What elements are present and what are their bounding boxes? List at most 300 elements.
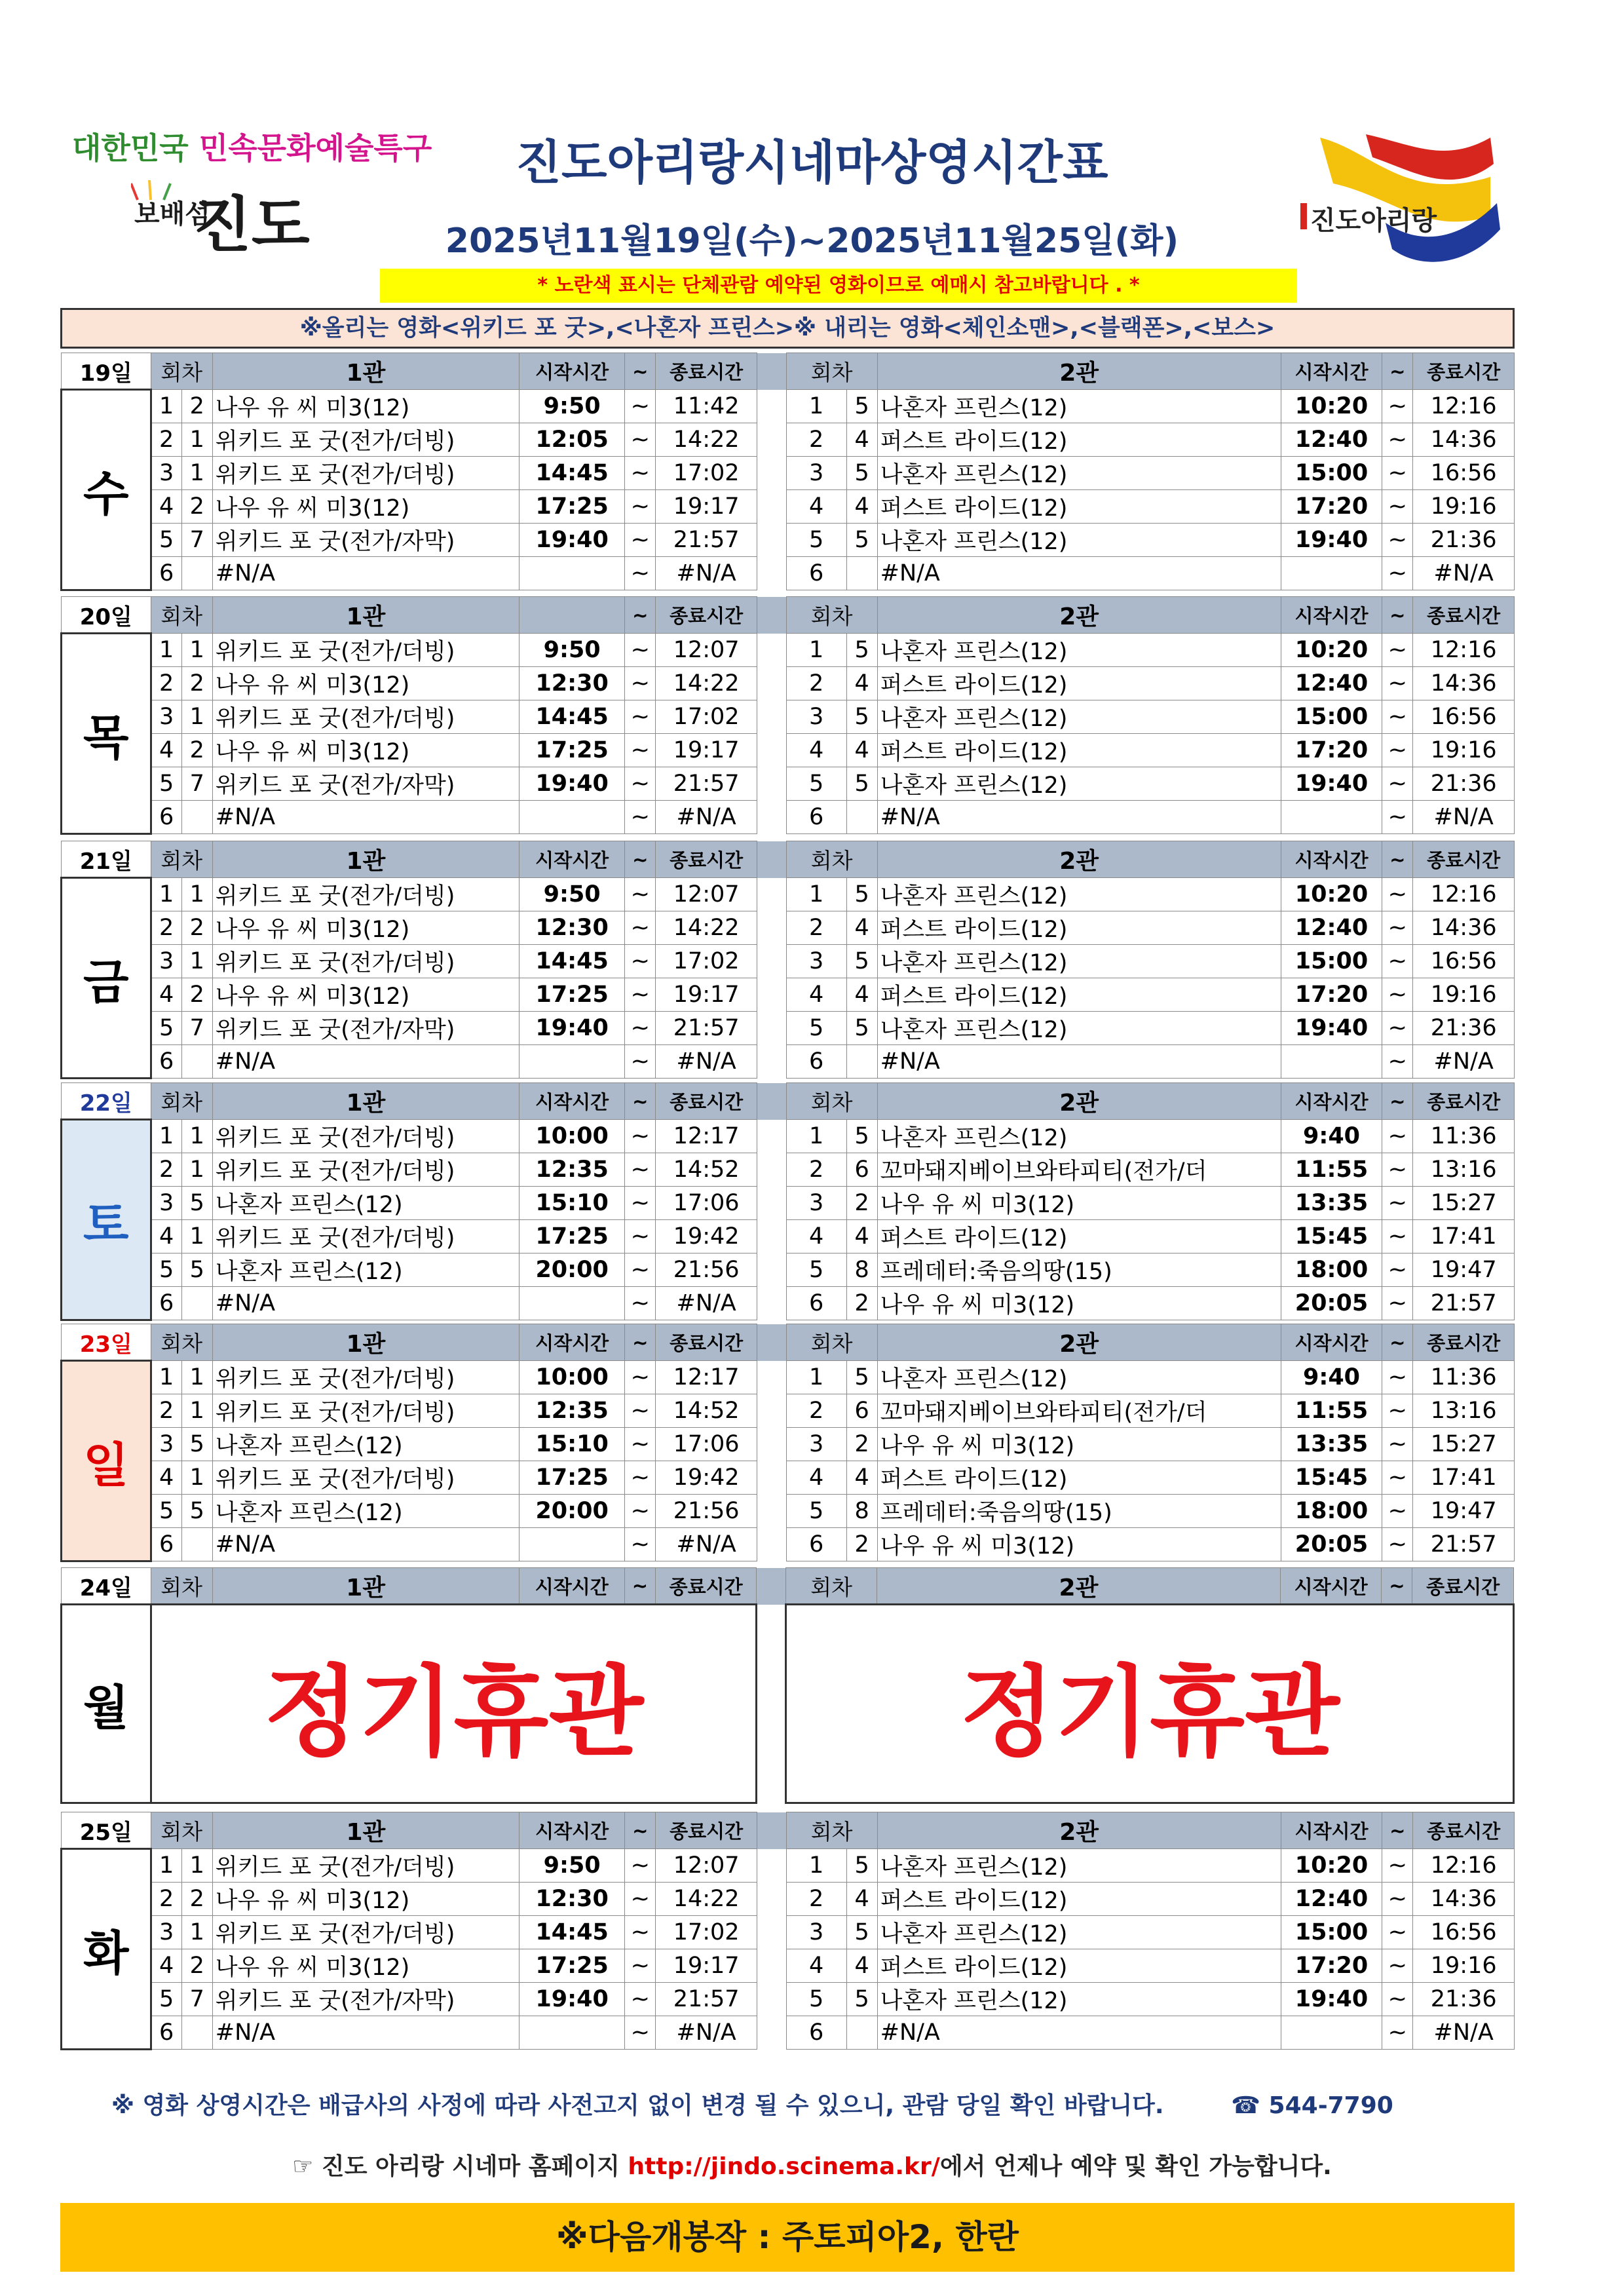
tilde: ~: [1382, 1883, 1413, 1916]
tilde: ~: [625, 1220, 656, 1253]
showing-number: 3: [151, 457, 181, 490]
start-time-header: 시작시간: [1280, 1568, 1382, 1605]
start-time: 19:40: [519, 1983, 625, 2016]
movie-title: 프레데터:죽음의땅(15): [877, 1253, 1281, 1287]
tilde: ~: [625, 1012, 656, 1045]
end-time-header: 종료시간: [656, 597, 757, 634]
end-time: #N/A: [656, 1045, 757, 1079]
end-time: 14:36: [1413, 423, 1515, 457]
movie-title: 위키드 포 굿(전가/더빙): [212, 1461, 519, 1495]
showtime-row: [62, 1528, 1515, 1561]
date-label: 19일: [62, 353, 151, 390]
start-time: 17:25: [519, 490, 625, 524]
end-time: #N/A: [1413, 557, 1515, 590]
start-time: 14:45: [519, 700, 625, 734]
end-time: #N/A: [1413, 2016, 1515, 2050]
movie-title: 위키드 포 굿(전가/더빙): [212, 1220, 519, 1253]
screen-number: 5: [846, 878, 877, 911]
start-time: [1281, 2016, 1382, 2050]
showtime-row: [62, 1916, 1515, 1949]
end-time: 14:36: [1413, 1883, 1515, 1916]
showing-number: 4: [151, 490, 181, 524]
start-time: 19:40: [1281, 1983, 1382, 2016]
movie-title: 나혼자 프린스(12): [212, 1187, 519, 1220]
movie-title: 퍼스트 라이드(12): [877, 1220, 1281, 1253]
start-time: 9:50: [519, 1849, 625, 1883]
start-time: 17:20: [1281, 978, 1382, 1012]
movie-title: 나혼자 프린스(12): [877, 634, 1281, 667]
screen-number: 5: [846, 945, 877, 978]
hall2-header: 2관: [877, 1083, 1281, 1120]
movie-title: #N/A: [212, 1287, 519, 1320]
hall2-header: 2관: [877, 353, 1281, 390]
showing-number: 2: [786, 423, 846, 457]
hall2-header: 2관: [877, 841, 1281, 878]
screen-number: 2: [181, 490, 212, 524]
start-time-header: 시작시간: [519, 841, 625, 878]
movie-title: 나혼자 프린스(12): [877, 1983, 1281, 2016]
screen-number: 5: [846, 1361, 877, 1394]
start-time: 12:35: [519, 1153, 625, 1187]
end-time-header: 종료시간: [1413, 597, 1515, 634]
movie-title: 나혼자 프린스(12): [212, 1253, 519, 1287]
tilde: ~: [1382, 390, 1413, 423]
tilde-header: ~: [625, 597, 656, 634]
movie-title: 퍼스트 라이드(12): [877, 1461, 1281, 1495]
end-time: #N/A: [656, 801, 757, 834]
end-time: 15:27: [1413, 1187, 1515, 1220]
movie-title: 나우 유 씨 미3(12): [212, 1949, 519, 1983]
end-time: 11:36: [1413, 1361, 1515, 1394]
showing-number: 2: [151, 667, 181, 700]
screen-number: 5: [846, 767, 877, 801]
tilde: ~: [625, 978, 656, 1012]
screen-number: 5: [181, 1495, 212, 1528]
screen-number: 2: [181, 390, 212, 423]
movie-title: #N/A: [877, 2016, 1281, 2050]
movie-title: 나우 유 씨 미3(12): [212, 1883, 519, 1916]
start-time: [519, 1528, 625, 1561]
hall1-header: 1관: [212, 841, 519, 878]
movie-title: 꼬마돼지베이브와타피티(전가/더: [877, 1153, 1281, 1187]
tilde: ~: [1382, 945, 1413, 978]
date-label: 20일: [62, 597, 151, 634]
showtime-row: [62, 1983, 1515, 2016]
tilde: ~: [1382, 1287, 1413, 1320]
tilde: ~: [625, 1287, 656, 1320]
movie-title: #N/A: [212, 801, 519, 834]
showing-number: 6: [151, 557, 181, 590]
screen-number: 4: [846, 1220, 877, 1253]
screen-number: [181, 801, 212, 834]
showing-number: 5: [786, 1983, 846, 2016]
showtime-row: [62, 1949, 1515, 1983]
start-time: 12:30: [519, 911, 625, 945]
movie-title: 나우 유 씨 미3(12): [212, 490, 519, 524]
start-time-header: 시작시간: [519, 1324, 625, 1361]
showing-number: 1: [786, 1361, 846, 1394]
start-time: 11:55: [1281, 1394, 1382, 1428]
end-time: 14:22: [656, 423, 757, 457]
movie-title: 위키드 포 굿(전가/더빙): [212, 1361, 519, 1394]
start-time: 15:00: [1281, 700, 1382, 734]
showing-number: 6: [786, 1528, 846, 1561]
screen-number: 1: [181, 634, 212, 667]
day-of-week: 목: [62, 634, 151, 834]
showing-number: 2: [786, 667, 846, 700]
start-time: 20:05: [1281, 1528, 1382, 1561]
showtime-row: [62, 1153, 1515, 1187]
showtime-row: [62, 1883, 1515, 1916]
screen-number: 5: [846, 1983, 877, 2016]
showing-number: 3: [786, 1187, 846, 1220]
tilde-header: ~: [625, 1812, 656, 1849]
turn-header: 회차: [151, 597, 212, 634]
tilde: ~: [1382, 524, 1413, 557]
tilde: ~: [625, 1045, 656, 1079]
end-time: 12:07: [656, 1849, 757, 1883]
showing-number: 2: [786, 1883, 846, 1916]
tilde: ~: [1382, 1394, 1413, 1428]
showing-number: 6: [151, 1528, 181, 1561]
screen-number: 2: [846, 1528, 877, 1561]
showing-number: 1: [786, 878, 846, 911]
tilde: ~: [1382, 1428, 1413, 1461]
screen-number: 1: [181, 1461, 212, 1495]
tilde: ~: [1382, 557, 1413, 590]
end-time: 19:47: [1413, 1253, 1515, 1287]
tilde: ~: [625, 390, 656, 423]
showing-number: 5: [786, 1495, 846, 1528]
showing-number: 3: [151, 945, 181, 978]
showing-number: 4: [151, 1220, 181, 1253]
turn-header: 회차: [786, 1083, 877, 1120]
movie-title: 퍼스트 라이드(12): [877, 734, 1281, 767]
showing-number: 4: [151, 1949, 181, 1983]
showing-number: 6: [151, 1045, 181, 1079]
movie-title: #N/A: [877, 557, 1281, 590]
tilde: ~: [625, 700, 656, 734]
day-of-week: 토: [62, 1120, 151, 1320]
tilde: ~: [625, 1461, 656, 1495]
end-time: 16:56: [1413, 945, 1515, 978]
movie-title: 위키드 포 굿(전가/더빙): [212, 1916, 519, 1949]
end-time: 19:16: [1413, 734, 1515, 767]
end-time-header: 종료시간: [1413, 353, 1515, 390]
movie-title: 퍼스트 라이드(12): [877, 978, 1281, 1012]
day-header-row: [62, 1812, 1515, 1849]
start-time: [519, 1045, 625, 1079]
day-of-week: 월: [62, 1605, 151, 1803]
showing-number: 6: [151, 2016, 181, 2050]
movie-title: 나혼자 프린스(12): [877, 945, 1281, 978]
end-time-header: 종료시간: [1412, 1568, 1514, 1605]
screen-number: 8: [846, 1253, 877, 1287]
end-time: 12:07: [656, 634, 757, 667]
movie-title: 나우 유 씨 미3(12): [212, 911, 519, 945]
closed-notice-hall2: 정기휴관: [786, 1605, 1514, 1803]
showtime-row: [62, 801, 1515, 834]
screen-number: 4: [846, 667, 877, 700]
showing-number: 6: [786, 1287, 846, 1320]
start-time: 9:40: [1281, 1361, 1382, 1394]
showing-number: 1: [151, 390, 181, 423]
showtime-row: [62, 734, 1515, 767]
movie-title: 퍼스트 라이드(12): [877, 423, 1281, 457]
footer-disclaimer: [111, 2087, 1393, 2120]
start-time: 9:50: [519, 878, 625, 911]
hall2-header: 2관: [877, 1812, 1281, 1849]
showtime-row: [62, 1012, 1515, 1045]
movie-title: 나우 유 씨 미3(12): [212, 390, 519, 423]
start-time: 12:40: [1281, 667, 1382, 700]
screen-number: 1: [181, 1849, 212, 1883]
hall1-header: 1관: [212, 353, 519, 390]
turn-header: 회차: [151, 1083, 212, 1120]
end-time: #N/A: [1413, 801, 1515, 834]
start-time-header: 시작시간: [519, 1812, 625, 1849]
showing-number: 3: [151, 700, 181, 734]
showtime-row: [62, 1394, 1515, 1428]
movie-title: 위키드 포 굿(전가/더빙): [212, 945, 519, 978]
showtime-row: [62, 1495, 1515, 1528]
showing-number: 2: [151, 423, 181, 457]
turn-header: 회차: [151, 1568, 212, 1605]
movie-title: 나혼자 프린스(12): [877, 1120, 1281, 1153]
end-time: 14:52: [656, 1153, 757, 1187]
showtime-row: [62, 1361, 1515, 1394]
screen-number: [181, 1528, 212, 1561]
logo-text-special-zone: 민속문화예술특구: [198, 130, 432, 166]
day-schedule-table: [60, 353, 1515, 591]
start-time: 19:40: [1281, 767, 1382, 801]
screen-number: 1: [181, 878, 212, 911]
logo-right-text: 진도아리랑: [1310, 206, 1437, 236]
screen-number: 4: [846, 911, 877, 945]
screen-number: 1: [181, 1120, 212, 1153]
end-time: 21:36: [1413, 767, 1515, 801]
start-time: [519, 2016, 625, 2050]
tilde: ~: [625, 667, 656, 700]
tilde: ~: [1382, 667, 1413, 700]
movie-title: 나혼자 프린스(12): [877, 700, 1281, 734]
showing-number: 2: [151, 1883, 181, 1916]
start-time: 17:20: [1281, 734, 1382, 767]
hall1-header: 1관: [212, 597, 519, 634]
hall2-header: 2관: [877, 1568, 1281, 1605]
tilde: ~: [1382, 2016, 1413, 2050]
end-time: 12:17: [656, 1120, 757, 1153]
showtime-row: [62, 557, 1515, 590]
tilde: ~: [625, 1916, 656, 1949]
tilde: ~: [625, 1849, 656, 1883]
start-time: 15:00: [1281, 945, 1382, 978]
start-time: 19:40: [1281, 524, 1382, 557]
movie-title: 나우 유 씨 미3(12): [212, 978, 519, 1012]
screen-number: 5: [846, 457, 877, 490]
next-release-banner: ※다음개봉작 : 주토피아2, 한란: [60, 2203, 1515, 2272]
movie-title: 퍼스트 라이드(12): [877, 667, 1281, 700]
showtime-row: [62, 1287, 1515, 1320]
tilde: ~: [625, 1187, 656, 1220]
tilde: ~: [1382, 490, 1413, 524]
end-time-header: 종료시간: [656, 1324, 757, 1361]
tilde: ~: [1382, 801, 1413, 834]
schedule-period: 2025년11월19일(수)~2025년11월25일(화): [445, 221, 1179, 261]
date-label: 21일: [62, 841, 151, 878]
screen-number: [181, 557, 212, 590]
tilde: ~: [1382, 1045, 1413, 1079]
start-time: [519, 801, 625, 834]
day-header-row: [62, 353, 1515, 390]
hall1-header: 1관: [212, 1812, 519, 1849]
day-of-week: 금: [62, 878, 151, 1079]
end-time-header: 종료시간: [1413, 1812, 1515, 1849]
end-time: 14:52: [656, 1394, 757, 1428]
tilde: ~: [625, 2016, 656, 2050]
movie-title: 위키드 포 굿(전가/더빙): [212, 1120, 519, 1153]
start-time: 18:00: [1281, 1253, 1382, 1287]
end-time: #N/A: [656, 557, 757, 590]
start-time: 17:25: [519, 734, 625, 767]
end-time: 21:36: [1413, 524, 1515, 557]
start-time: 10:00: [519, 1361, 625, 1394]
screen-number: 1: [181, 1153, 212, 1187]
start-time: 12:40: [1281, 911, 1382, 945]
showing-number: 2: [786, 911, 846, 945]
showtime-row: [62, 1187, 1515, 1220]
showing-number: 5: [151, 1012, 181, 1045]
movie-title: 나혼자 프린스(12): [877, 1849, 1281, 1883]
showing-number: 1: [151, 1120, 181, 1153]
date-label: 23일: [62, 1324, 151, 1361]
screen-number: 2: [181, 1883, 212, 1916]
tilde: ~: [625, 457, 656, 490]
screen-number: 1: [181, 700, 212, 734]
end-time: 17:02: [656, 1916, 757, 1949]
logo-text-korea: 대한민국: [72, 130, 189, 166]
movie-title: #N/A: [212, 557, 519, 590]
movie-title: 위키드 포 굿(전가/자막): [212, 524, 519, 557]
reservation-notice: * 노란색 표시는 단체관람 예약된 영화이므로 예매시 참고바랍니다 . *: [380, 269, 1297, 303]
tilde: ~: [1382, 1187, 1413, 1220]
showing-number: 4: [786, 978, 846, 1012]
tilde: ~: [625, 734, 656, 767]
hall2-header: 2관: [877, 597, 1281, 634]
end-time: 13:16: [1413, 1394, 1515, 1428]
homepage-link[interactable]: http://jindo.scinema.kr/: [628, 2153, 940, 2180]
end-time: 21:57: [1413, 1287, 1515, 1320]
showtime-row: [62, 767, 1515, 801]
movie-title: 나우 유 씨 미3(12): [877, 1187, 1281, 1220]
screen-number: 4: [846, 1461, 877, 1495]
showing-number: 6: [786, 557, 846, 590]
movie-title: 위키드 포 굿(전가/더빙): [212, 423, 519, 457]
showtime-row: [62, 1461, 1515, 1495]
tilde-header: ~: [1382, 1812, 1413, 1849]
tilde: ~: [625, 423, 656, 457]
showtime-row: [62, 1849, 1515, 1883]
screen-number: 5: [181, 1187, 212, 1220]
movie-title: 위키드 포 굿(전가/자막): [212, 767, 519, 801]
tilde: ~: [625, 524, 656, 557]
day-header-row: [62, 597, 1515, 634]
tilde: ~: [1382, 457, 1413, 490]
turn-header: 회차: [151, 353, 212, 390]
tilde: ~: [625, 878, 656, 911]
tilde: ~: [1382, 911, 1413, 945]
showtime-row: [62, 490, 1515, 524]
phone-number: ☎ 544-7790: [1231, 2092, 1393, 2119]
end-time: 19:16: [1413, 978, 1515, 1012]
start-time: 12:35: [519, 1394, 625, 1428]
showing-number: 4: [786, 1461, 846, 1495]
end-time: 12:07: [656, 878, 757, 911]
day-of-week: 일: [62, 1361, 151, 1561]
start-time-header: 시작시간: [1281, 841, 1382, 878]
showing-number: 1: [151, 634, 181, 667]
showtime-row: [62, 1253, 1515, 1287]
end-time: 17:06: [656, 1428, 757, 1461]
movie-title: 퍼스트 라이드(12): [877, 1949, 1281, 1983]
start-time: 17:20: [1281, 490, 1382, 524]
screen-number: [846, 801, 877, 834]
start-time: 17:25: [519, 1220, 625, 1253]
tilde: ~: [1382, 700, 1413, 734]
screen-number: 7: [181, 1983, 212, 2016]
screen-number: 6: [846, 1394, 877, 1428]
showing-number: 6: [786, 801, 846, 834]
showtime-row: [62, 700, 1515, 734]
tilde: ~: [625, 801, 656, 834]
start-time: 18:00: [1281, 1495, 1382, 1528]
movie-title: 위키드 포 굿(전가/더빙): [212, 1394, 519, 1428]
movie-title: 나혼자 프린스(12): [877, 878, 1281, 911]
end-time: 17:02: [656, 457, 757, 490]
tilde: ~: [625, 767, 656, 801]
turn-header: 회차: [786, 353, 877, 390]
tilde: ~: [1382, 634, 1413, 667]
screen-number: 5: [846, 524, 877, 557]
logo-text-jindo: 진도: [193, 190, 310, 260]
end-time-header: 종료시간: [656, 1812, 757, 1849]
tilde: ~: [625, 634, 656, 667]
tilde: ~: [1382, 423, 1413, 457]
showing-number: 3: [786, 945, 846, 978]
end-time: 11:42: [656, 390, 757, 423]
start-time: 15:45: [1281, 1461, 1382, 1495]
end-time: 21:57: [656, 767, 757, 801]
showing-number: 1: [151, 1361, 181, 1394]
start-time: [1281, 801, 1382, 834]
end-time-header: 종료시간: [656, 841, 757, 878]
tilde: ~: [1382, 1253, 1413, 1287]
end-time: 19:16: [1413, 1949, 1515, 1983]
start-time-header: [519, 597, 625, 634]
start-time: 13:35: [1281, 1428, 1382, 1461]
movie-title: 위키드 포 굿(전가/더빙): [212, 700, 519, 734]
showing-number: 6: [151, 801, 181, 834]
movie-title: 퍼스트 라이드(12): [877, 490, 1281, 524]
start-time: 20:05: [1281, 1287, 1382, 1320]
screen-number: 5: [846, 1916, 877, 1949]
screen-number: 1: [181, 945, 212, 978]
end-time: #N/A: [1413, 1045, 1515, 1079]
screen-number: 2: [181, 667, 212, 700]
screen-number: 1: [181, 1220, 212, 1253]
showtime-row: [62, 911, 1515, 945]
tilde-header: ~: [1382, 841, 1413, 878]
